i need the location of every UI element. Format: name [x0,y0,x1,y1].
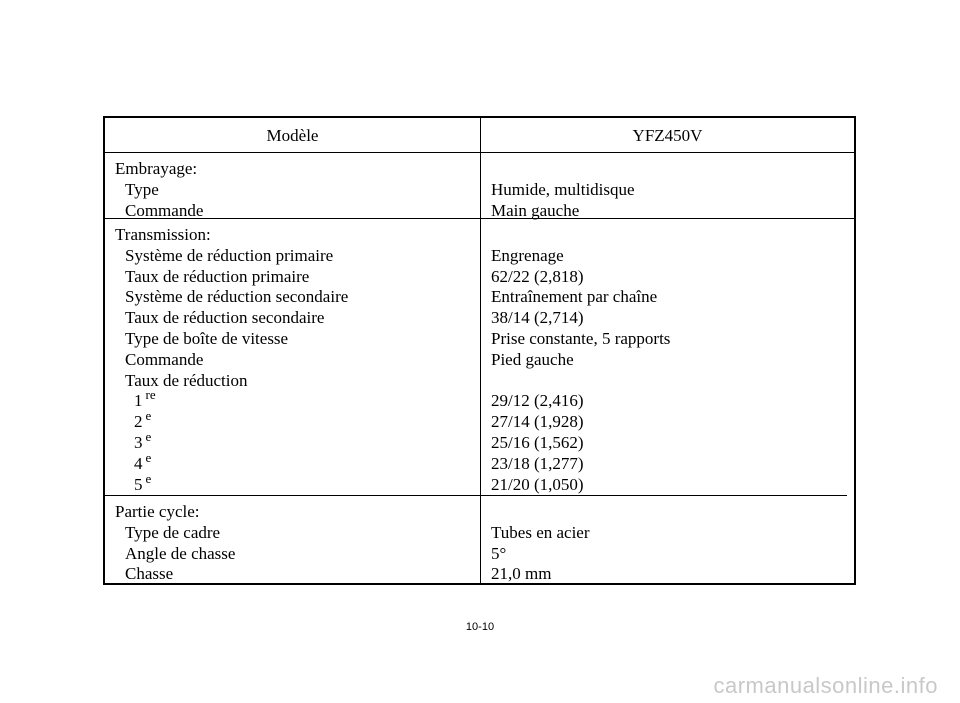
spec-label: Taux de réduction secondaire [125,308,325,328]
spec-label: Taux de réduction primaire [125,266,310,286]
transmission-labels [115,225,464,495]
spec-label: Type de boîte de vitesse [125,328,289,348]
spec-label: Chasse [125,564,174,584]
spec-value: Pied gauche [491,349,574,369]
spec-value: Humide, multidisque [491,179,635,199]
gear-label: 4 $^e$ [134,449,152,473]
transmission-section [105,219,854,495]
section-title-partie-cycle: Partie cycle: [115,502,200,521]
gear-value: 27/14 (1,928) [491,412,584,432]
spec-label: Angle de chasse [125,543,236,563]
watermark: carmanualsonline.info [713,673,938,698]
spec-value: Tubes en acier [491,522,590,542]
spec-label: Système de réduction primaire [125,245,334,265]
spec-label: Type [125,179,159,199]
specifications-table [103,116,856,585]
partie-cycle-labels [115,502,464,585]
section-title-transmission: Transmission: [115,225,211,244]
spacer [491,502,846,523]
spec-value: 5° [491,543,507,563]
partie-cycle-values [491,502,846,585]
spec-value: 21,0 mm [491,564,552,584]
spacer [491,159,846,180]
spec-value: Engrenage [491,245,564,265]
table-header-row [105,118,854,153]
spec-value: 38/14 (2,714) [491,308,584,328]
spec-value [491,371,846,392]
spec-label: Commande [125,200,204,220]
spec-value: Entraînement par chaîne [491,287,658,307]
gear-label: 2 $^e$ [134,408,152,432]
transmission-values [491,225,846,495]
section-title-embrayage: Embrayage: [115,159,198,178]
spec-value: Main gauche [491,200,580,220]
spec-label: Type de cadre [125,522,221,542]
gear-value: 23/18 (1,277) [491,453,584,473]
gear-label: 3 $^e$ [134,428,152,452]
partie-cycle-section [105,496,854,583]
spec-label: Système de réduction secondaire [125,287,349,307]
spec-value: Prise constante, 5 rapports [491,328,671,348]
column-divider [480,496,481,583]
model-value: YFZ450V [632,126,703,145]
gear-value: 29/12 (2,416) [491,391,584,411]
gear-label: 5 $^e$ [134,470,152,494]
gear-value: 21/20 (1,050) [491,474,584,494]
embrayage-section [105,153,854,219]
embrayage-labels [115,159,464,221]
column-divider [480,219,481,495]
gear-value: 25/16 (1,562) [491,432,584,452]
spacer [491,225,846,246]
spec-label: Commande [125,349,204,369]
page-number: 10-10 [465,621,495,633]
spec-label: Taux de réduction [125,370,248,390]
embrayage-values [491,159,846,221]
spec-value: 62/22 (2,818) [491,266,584,286]
gear-label: 1 $^{re}$ [134,387,156,411]
column-divider [480,153,481,218]
model-label: Modèle [266,126,319,145]
